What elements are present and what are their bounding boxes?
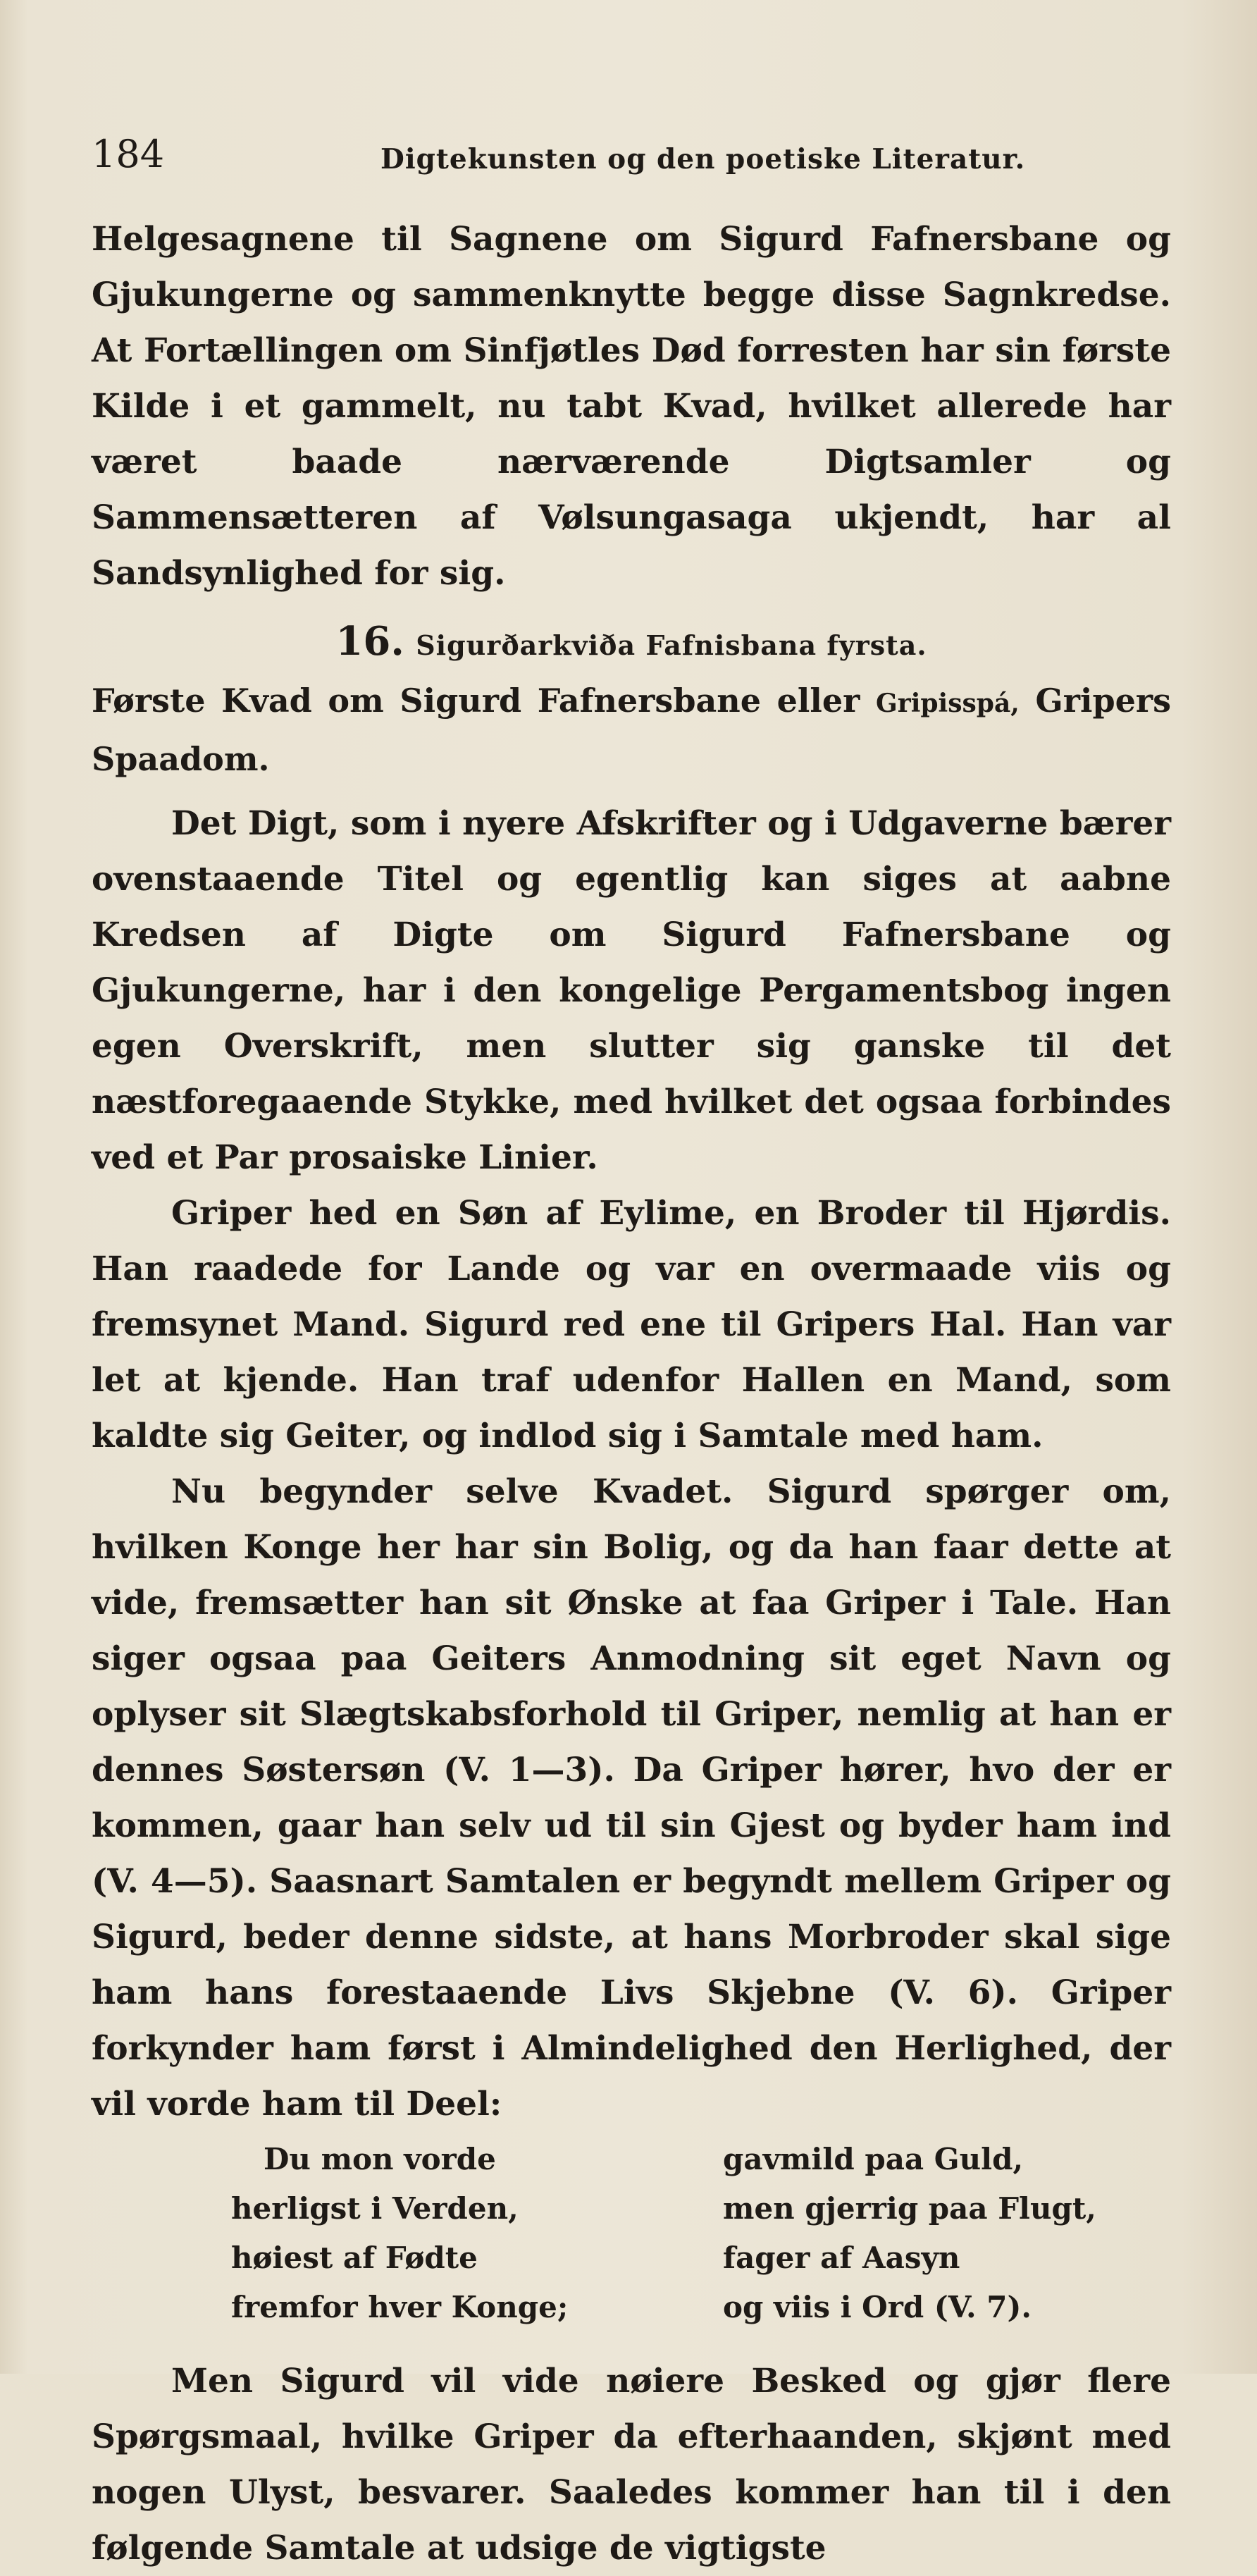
verse-line: men gjerrig paa Flugt, xyxy=(723,2191,1096,2226)
section-title-part1: Første Kvad om Sigurd Fafnersbane eller xyxy=(92,682,860,720)
paragraph: Men Sigurd vil vide nøiere Besked og gjør flere Spørgsmaal, hvilke Griper da efterhaanden, skjønt med nogen Ulyst, besvarer. Saaledes kommer han til i den følgende Samtale at udsige de vigtigste xyxy=(92,2362,1171,2568)
section-title-part2: Gripers Spaadom. xyxy=(92,682,1172,778)
verse-line: og viis i Ord (V. 7). xyxy=(723,2290,1032,2324)
page-header xyxy=(92,131,1170,187)
verse-line: fremfor hver Konge; xyxy=(231,2290,569,2324)
verse-line: høiest af Fødte xyxy=(231,2241,478,2275)
verse-line: herligst i Verden, xyxy=(231,2191,519,2226)
verse-line: fager af Aasyn xyxy=(723,2241,960,2275)
section-subheading xyxy=(92,673,1171,787)
running-title: Digtekunsten og den poetiske Literatur. xyxy=(380,143,1026,175)
body-text xyxy=(92,211,1171,2576)
paragraph: Griper hed en Søn af Eylime, en Broder til Hjørdis. Han raadede for Lande og var en overmaade viis og fremsynet Mand. Sigurd red ene til Gripers Hal. Han var let at kjende. Han traf udenfor Hallen en Mand, som kaldte sig Geiter, og indlod sig i Samtale med ham. xyxy=(92,1194,1171,1455)
section-original-title: Sigurðarkviða Fafnisbana fyrsta. xyxy=(416,629,927,661)
paragraph-continued: Helgesagnene til Sagnene om Sigurd Fafnersbane og Gjukungerne og sammenknytte begge disse Sagnkredse. At Fortællingen om Sinfjøtles Død forresten har sin første Kilde i et gammelt, nu tabt Kvad, hvilket allerede har været baade nærværende Digtsamler og Sammensætteren af Vølsungasaga ukjendt, har al Sandsynlighed for sig. xyxy=(92,220,1171,593)
verse-line: Du mon vorde xyxy=(264,2142,496,2176)
paragraph: Nu begynder selve Kvadet. Sigurd spørger om, hvilken Konge her har sin Bolig, og da han faar dette at vide, fremsætter han sit Ønske at faa Griper i Tale. Han siger ogsaa paa Geiters Anmodning sit eget Navn og oplyser sit Slægtskabsforhold til Griper, nemlig at han er dennes Søstersøn (V. 1—3). Da Griper hører, hvo der er kommen, gaar han selv ud til sin Gjest og byder ham ind (V. 4—5). Saasnart Samtalen er begyndt mellem Griper og Sigurd, beder denne sidste, at hans Morbroder skal sige ham hans forestaaende Livs Skjebne (V. 6). Griper forkynder ham først i Almindelighed den Herlighed, der vil vorde ham til Deel: xyxy=(92,1472,1171,2124)
section-number: 16. xyxy=(335,618,404,665)
verse-quotation xyxy=(92,2135,1171,2341)
verse-column-left xyxy=(231,2135,568,2332)
verse-line: gavmild paa Guld, xyxy=(723,2142,1024,2176)
verse-column-right xyxy=(723,2135,1096,2332)
page-number: 184 xyxy=(92,132,165,176)
section-heading xyxy=(92,614,1171,673)
section-title-original: Gripisspá, xyxy=(876,689,1020,718)
paragraph: Det Digt, som i nyere Afskrifter og i Udgaverne bærer ovenstaaende Titel og egentlig kan siges at aabne Kredsen af Digte om Sigurd Fafnersbane og Gjukungerne, har i den kongelige Pergamentsbog ingen egen Overskrift, men slutter sig ganske til det næstforegaaende Stykke, med hvilket det ogsaa forbindes ved et Par prosaiske Linier. xyxy=(92,804,1171,1177)
